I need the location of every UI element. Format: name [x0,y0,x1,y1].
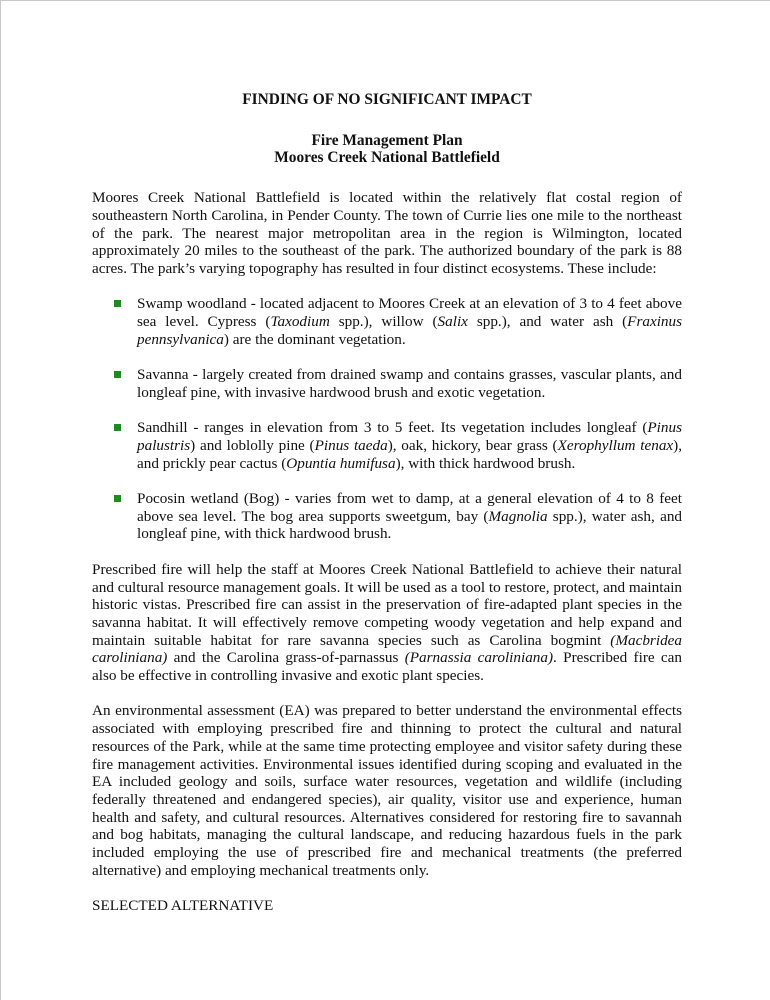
ecosystem-text: Pocosin wetland (Bog) - varies from wet to damp, at a general elevation of 4 to 8 feet above sea level. The bog area supports sweetgum, bay (Magnolia spp.), water ash, and longleaf pine, with thick hardwood brush. [137,490,683,543]
section-heading-selected-alternative: SELECTED ALTERNATIVE [92,897,274,915]
scientific-name: Opuntia humifusa [286,454,396,472]
ecosystem-item-pocosin-wetland [92,490,682,543]
subtitle-plan-name: Fire Management Plan [311,131,463,149]
scientific-name: (Parnassia caroliniana) [404,649,554,667]
ecosystem-text: Swamp woodland - located adjacent to Moores Creek at an elevation of 3 to 4 feet above sea level. Cypress (Taxodium spp.), willow (Salix spp.), and water ash (Fraxinus pennsylvanica) are the dominant vegetation. [137,295,683,348]
scientific-name: Fraxinus pennsylvanica [137,313,683,348]
ecosystem-item-sandhill [92,419,682,472]
prescribed-fire-paragraph [92,561,682,685]
square-bullet-icon [114,300,121,307]
scientific-name: Taxodium [270,313,330,331]
square-bullet-icon [114,424,121,431]
scientific-name: (Macbridea caroliniana) [92,631,682,667]
square-bullet-icon [114,371,121,378]
square-bullet-icon [114,495,121,502]
document-page [92,91,682,915]
scientific-name: Salix [437,313,468,331]
ecosystem-text: Savanna - largely created from drained swamp and contains grasses, vascular plants, and longleaf pine, with invasive hardwood brush and exotic vegetation. [137,366,682,401]
environmental-assessment-paragraph: An environmental assessment (EA) was prepared to better understand the environmental effects associated with employing prescribed fire and thinning to protect the cultural and natural resources of the Park, while at the same time protecting employee and visitor safety during these fire management activities. Environmental issues identified during scoping and evaluated in the EA included geology and soils, surface water resources, vegetation and wildlife (including federally threatened and endangered species), air quality, visitor use and experience, human health and safety, and cultural resources. Alternatives considered for restoring fire to savannah and bog habitats, managing the cultural landscape, and reducing hazardous fuels in the park included employing the use of prescribed fire and mechanical treatments (the preferred alternative) and employing mechanical treatments only. [92,702,682,879]
document-subtitle [92,132,682,167]
ecosystem-item-swamp-woodland [92,295,682,348]
scientific-name: Xerophyllum tenax [557,436,674,454]
document-title: FINDING OF NO SIGNIFICANT IMPACT [242,91,532,108]
scientific-name: Pinus palustris [137,419,682,454]
ecosystem-item-savanna [92,366,682,401]
scientific-name: Pinus taeda [314,436,388,454]
ecosystem-text: Sandhill - ranges in elevation from 3 to 5 feet. Its vegetation includes longleaf (Pinus palustris) and loblolly pine (Pinus taeda), oak, hickory, bear grass (Xerophyllum tenax), and prickly pear cactus (Opuntia humifusa), with thick hardwood brush. [137,419,683,472]
intro-paragraph: Moores Creek National Battlefield is located within the relatively flat costal region of southeastern North Carolina, in Pender County. The town of Currie lies one mile to the northeast of the park. The nearest major metropolitan area in the region is Wilmington, located approximately 20 miles to the southeast of the park. The authorized boundary of the park is 88 acres. The park’s varying topography has resulted in four distinct ecosystems. These include: [92,189,682,277]
ecosystem-list [92,295,682,543]
subtitle-park-name: Moores Creek National Battlefield [274,149,500,167]
prescribed-fire-text: Prescribed fire will help the staff at Moores Creek National Battlefield to achieve their natural and cultural resource management goals. It will be used as a tool to restore, protect, and maintain historic vistas. Prescribed fire can assist in the preservation of fire-adapted plant species in the savanna habitat. It will effectively remove competing woody vegetation and help expand and maintain suitable habitat for rare savanna species such as Carolina bogmint (Macbridea caroliniana) and the Carolina grass-of-parnassus (Parnassia caroliniana). Prescribed fire can also be effective in controlling invasive and exotic plant species. [92,560,683,685]
scientific-name: Magnolia [488,507,548,525]
